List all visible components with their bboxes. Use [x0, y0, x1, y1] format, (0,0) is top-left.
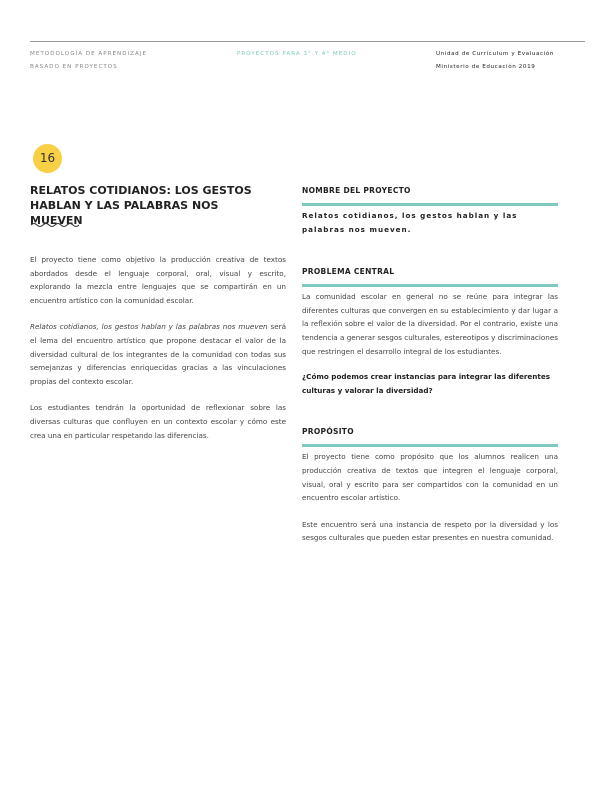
- page-number-badge: 16: [33, 144, 62, 173]
- lema-paragraph: [30, 320, 286, 388]
- students-paragraph: Los estudiantes tendrán la oportunidad de reflexionar sobre las diversas culturas que confluyen en un contexto escolar y cómo este crea una en particular respetando las diferencias.: [30, 403, 286, 440]
- accent-rule: [302, 444, 558, 447]
- header-center: PROYECTOS PARA 3° Y 4° MEDIO: [237, 51, 357, 57]
- header-left: [30, 48, 147, 74]
- page-title: RELATOS COTIDIANOS: LOS GESTOS HABLAN Y LAS PALABRAS NOS MUEVEN: [30, 184, 252, 227]
- purpose-heading: PROPÓSITO: [302, 427, 354, 437]
- problem-text: La comunidad escolar en general no se reúne para integrar las diferentes culturas que convergen en su establecimiento y dar lugar a la reflexión sobre el valor de la diversidad. Por el contrario, existe una tendencia a generar sesgos culturales, estereotipos y discriminaciones que restringen el desarrollo integral de los estudiantes.: [302, 292, 558, 356]
- intro-paragraph: El proyecto tiene como objetivo la producción creativa de textos abordados desde el lenguaje corporal, oral, visual y escrito, explorando la mezcla entre lenguajes que se compartirán en un encuentro artístico con la comunidad escolar.: [30, 255, 286, 305]
- purpose-paragraph-1: El proyecto tiene como propósito que los alumnos realicen una producción creativa de textos que integren el lenguaje corporal, visual, oral y escrito para ser compartidos con la comunidad en un encuentro escolar artístico.: [302, 452, 558, 503]
- wave-decoration-icon: [30, 221, 80, 229]
- accent-rule: [302, 203, 558, 206]
- header-methodology-sub: BASADO EN PROYECTOS: [30, 64, 118, 70]
- left-column: [30, 253, 286, 455]
- header-ministry: Ministerio de Educación 2019: [436, 64, 536, 70]
- purpose-section: [302, 450, 558, 545]
- right-column: [302, 186, 558, 558]
- header-right: [436, 48, 554, 74]
- problem-heading: PROBLEMA CENTRAL: [302, 267, 395, 277]
- accent-rule: [302, 284, 558, 287]
- header-methodology: METODOLOGÍA DE APRENDIZAJE: [30, 51, 148, 57]
- lema-italic: Relatos cotidianos, los gestos hablan y las palabras nos mueven: [30, 322, 268, 332]
- header-unit: Unidad de Currículum y Evaluación: [436, 51, 555, 57]
- project-name-text: Relatos cotidianos, los gestos hablan y las palabras nos mueven.: [302, 211, 518, 234]
- purpose-paragraph-2: Este encuentro será una instancia de respeto por la diversidad y los sesgos culturales que pueden estar presentes en nuestra comunidad.: [302, 519, 558, 543]
- lema-text: será el lema del encuentro artístico que propone destacar el valor de la diversidad cultural de los integrantes de la comunidad con todas sus semejanzas y diferencias enriquecidas gracias a las vinculaciones propias del contexto escolar.: [30, 322, 286, 386]
- header-divider: [30, 41, 585, 42]
- problem-question: ¿Cómo podemos crear instancias para integrar las diferentes culturas y valorar la diversidad?: [302, 372, 551, 395]
- project-name-heading: NOMBRE DEL PROYECTO: [302, 186, 411, 195]
